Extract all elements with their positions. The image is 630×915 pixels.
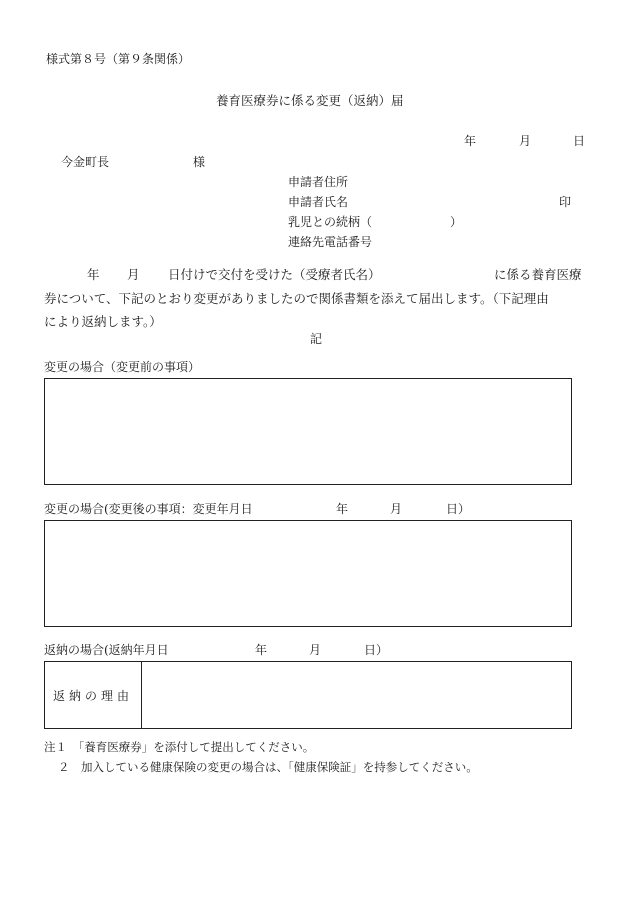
after-day: 日） [446, 502, 471, 516]
body-month: 月 [127, 267, 140, 282]
form-title: 養育医療券に係る変更（返納）届 [216, 93, 404, 108]
phone-label: 連絡先電話番号 [288, 235, 373, 249]
relation-label: 乳児との続柄（ [288, 215, 373, 229]
form-number-label: 様式第８号（第９条関係） [46, 52, 191, 66]
return-month: 月 [309, 643, 322, 657]
date-day-label: 日 [573, 134, 586, 148]
section-before-label: 変更の場合（変更前の事項） [44, 360, 201, 374]
body-line1-mid: 日付けで交付を受けた（受療者氏名） [168, 267, 381, 282]
note-1: 注１ 「養育医療券」を添付して提出してください。 [44, 740, 315, 754]
note-2: ２ 加入している健康保険の変更の場合は、「健康保険証」を持参してください。 [58, 760, 478, 774]
ki-mark: 記 [310, 332, 323, 346]
section-return-label: 返納の場合(返納年月日 [44, 643, 169, 657]
body-year: 年 [87, 267, 100, 282]
body-line2: 券について、下記のとおり変更がありましたので関係書類を添えて届出します。（下記理由 [44, 291, 549, 306]
addressee-name: 今金町長 [61, 155, 110, 169]
return-reason-table [44, 661, 572, 729]
return-year: 年 [255, 643, 268, 657]
return-reason-field[interactable] [142, 662, 571, 728]
body-line1-end: に係る養育医療 [494, 267, 582, 282]
after-change-box[interactable] [44, 520, 572, 627]
date-month-label: 月 [519, 134, 532, 148]
after-month: 月 [390, 502, 403, 516]
after-year: 年 [336, 502, 349, 516]
section-after-label: 変更の場合(変更後の事項：変更年月日 [44, 502, 253, 516]
return-day: 日） [364, 643, 389, 657]
before-change-box[interactable] [44, 378, 572, 485]
applicant-address-label: 申請者住所 [288, 175, 349, 189]
return-reason-label: 返納の理由 [45, 662, 142, 728]
seal-mark: 印 [559, 195, 572, 209]
applicant-name-label: 申請者氏名 [288, 195, 349, 209]
addressee-honorific: 様 [193, 155, 206, 169]
relation-close: ） [450, 215, 463, 229]
body-line3: により返納します。） [44, 314, 162, 329]
date-year-label: 年 [464, 134, 477, 148]
